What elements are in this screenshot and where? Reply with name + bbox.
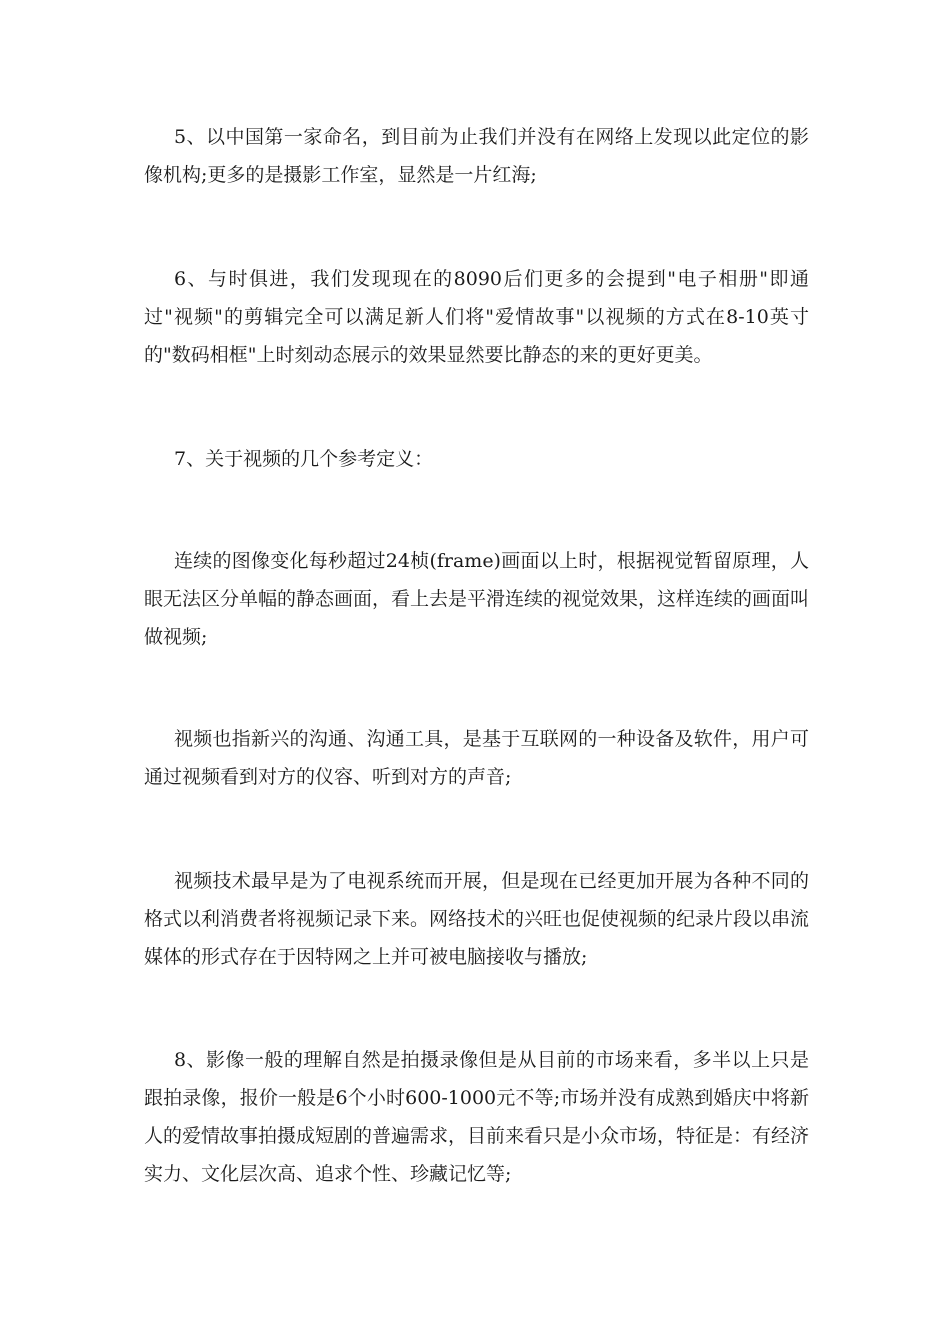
paragraph-item-7-heading: 7、关于视频的几个参考定义： xyxy=(174,448,434,470)
paragraph-video-definition-1: 连续的图像变化每秒超过24桢(frame)画面以上时，根据视觉暂留原理，人眼无法区分单幅的静态画面，看上去是平滑连续的视觉效果，这样连续的画面叫做视频; xyxy=(144,550,810,648)
paragraph-item-8: 8、影像一般的理解自然是拍摄录像但是从目前的市场来看，多半以上只是跟拍录像，报价一般是6个小时600-1000元不等;市场并没有成熟到婚庆中将新人的爱情故事拍摄成短剧的普遍需求，目前来看只是小众市场，特征是：有经济实力、文化层次高、追求个性、珍藏记忆等; xyxy=(144,1049,810,1185)
paragraph-video-definition-2: 视频也指新兴的沟通、沟通工具，是基于互联网的一种设备及软件，用户可通过视频看到对方的仪容、听到对方的声音; xyxy=(144,728,809,788)
paragraph-video-definition-3: 视频技术最早是为了电视系统而开展，但是现在已经更加开展为各种不同的格式以利消费者将视频记录下来。网络技术的兴旺也促使视频的纪录片段以串流媒体的形式存在于因特网之上并可被电脑接收与播放; xyxy=(144,870,810,968)
paragraph-item-6: 6、与时俱进，我们发现现在的8090后们更多的会提到"电子相册"即通过"视频"的剪辑完全可以满足新人们将"爱情故事"以视频的方式在8-10英寸的"数码相框"上时刻动态展示的效果显然要比静态的来的更好更美。 xyxy=(144,268,809,366)
paragraph-item-5: 5、以中国第一家命名，到目前为止我们并没有在网络上发现以此定位的影像机构;更多的是摄影工作室，显然是一片红海; xyxy=(144,126,809,186)
